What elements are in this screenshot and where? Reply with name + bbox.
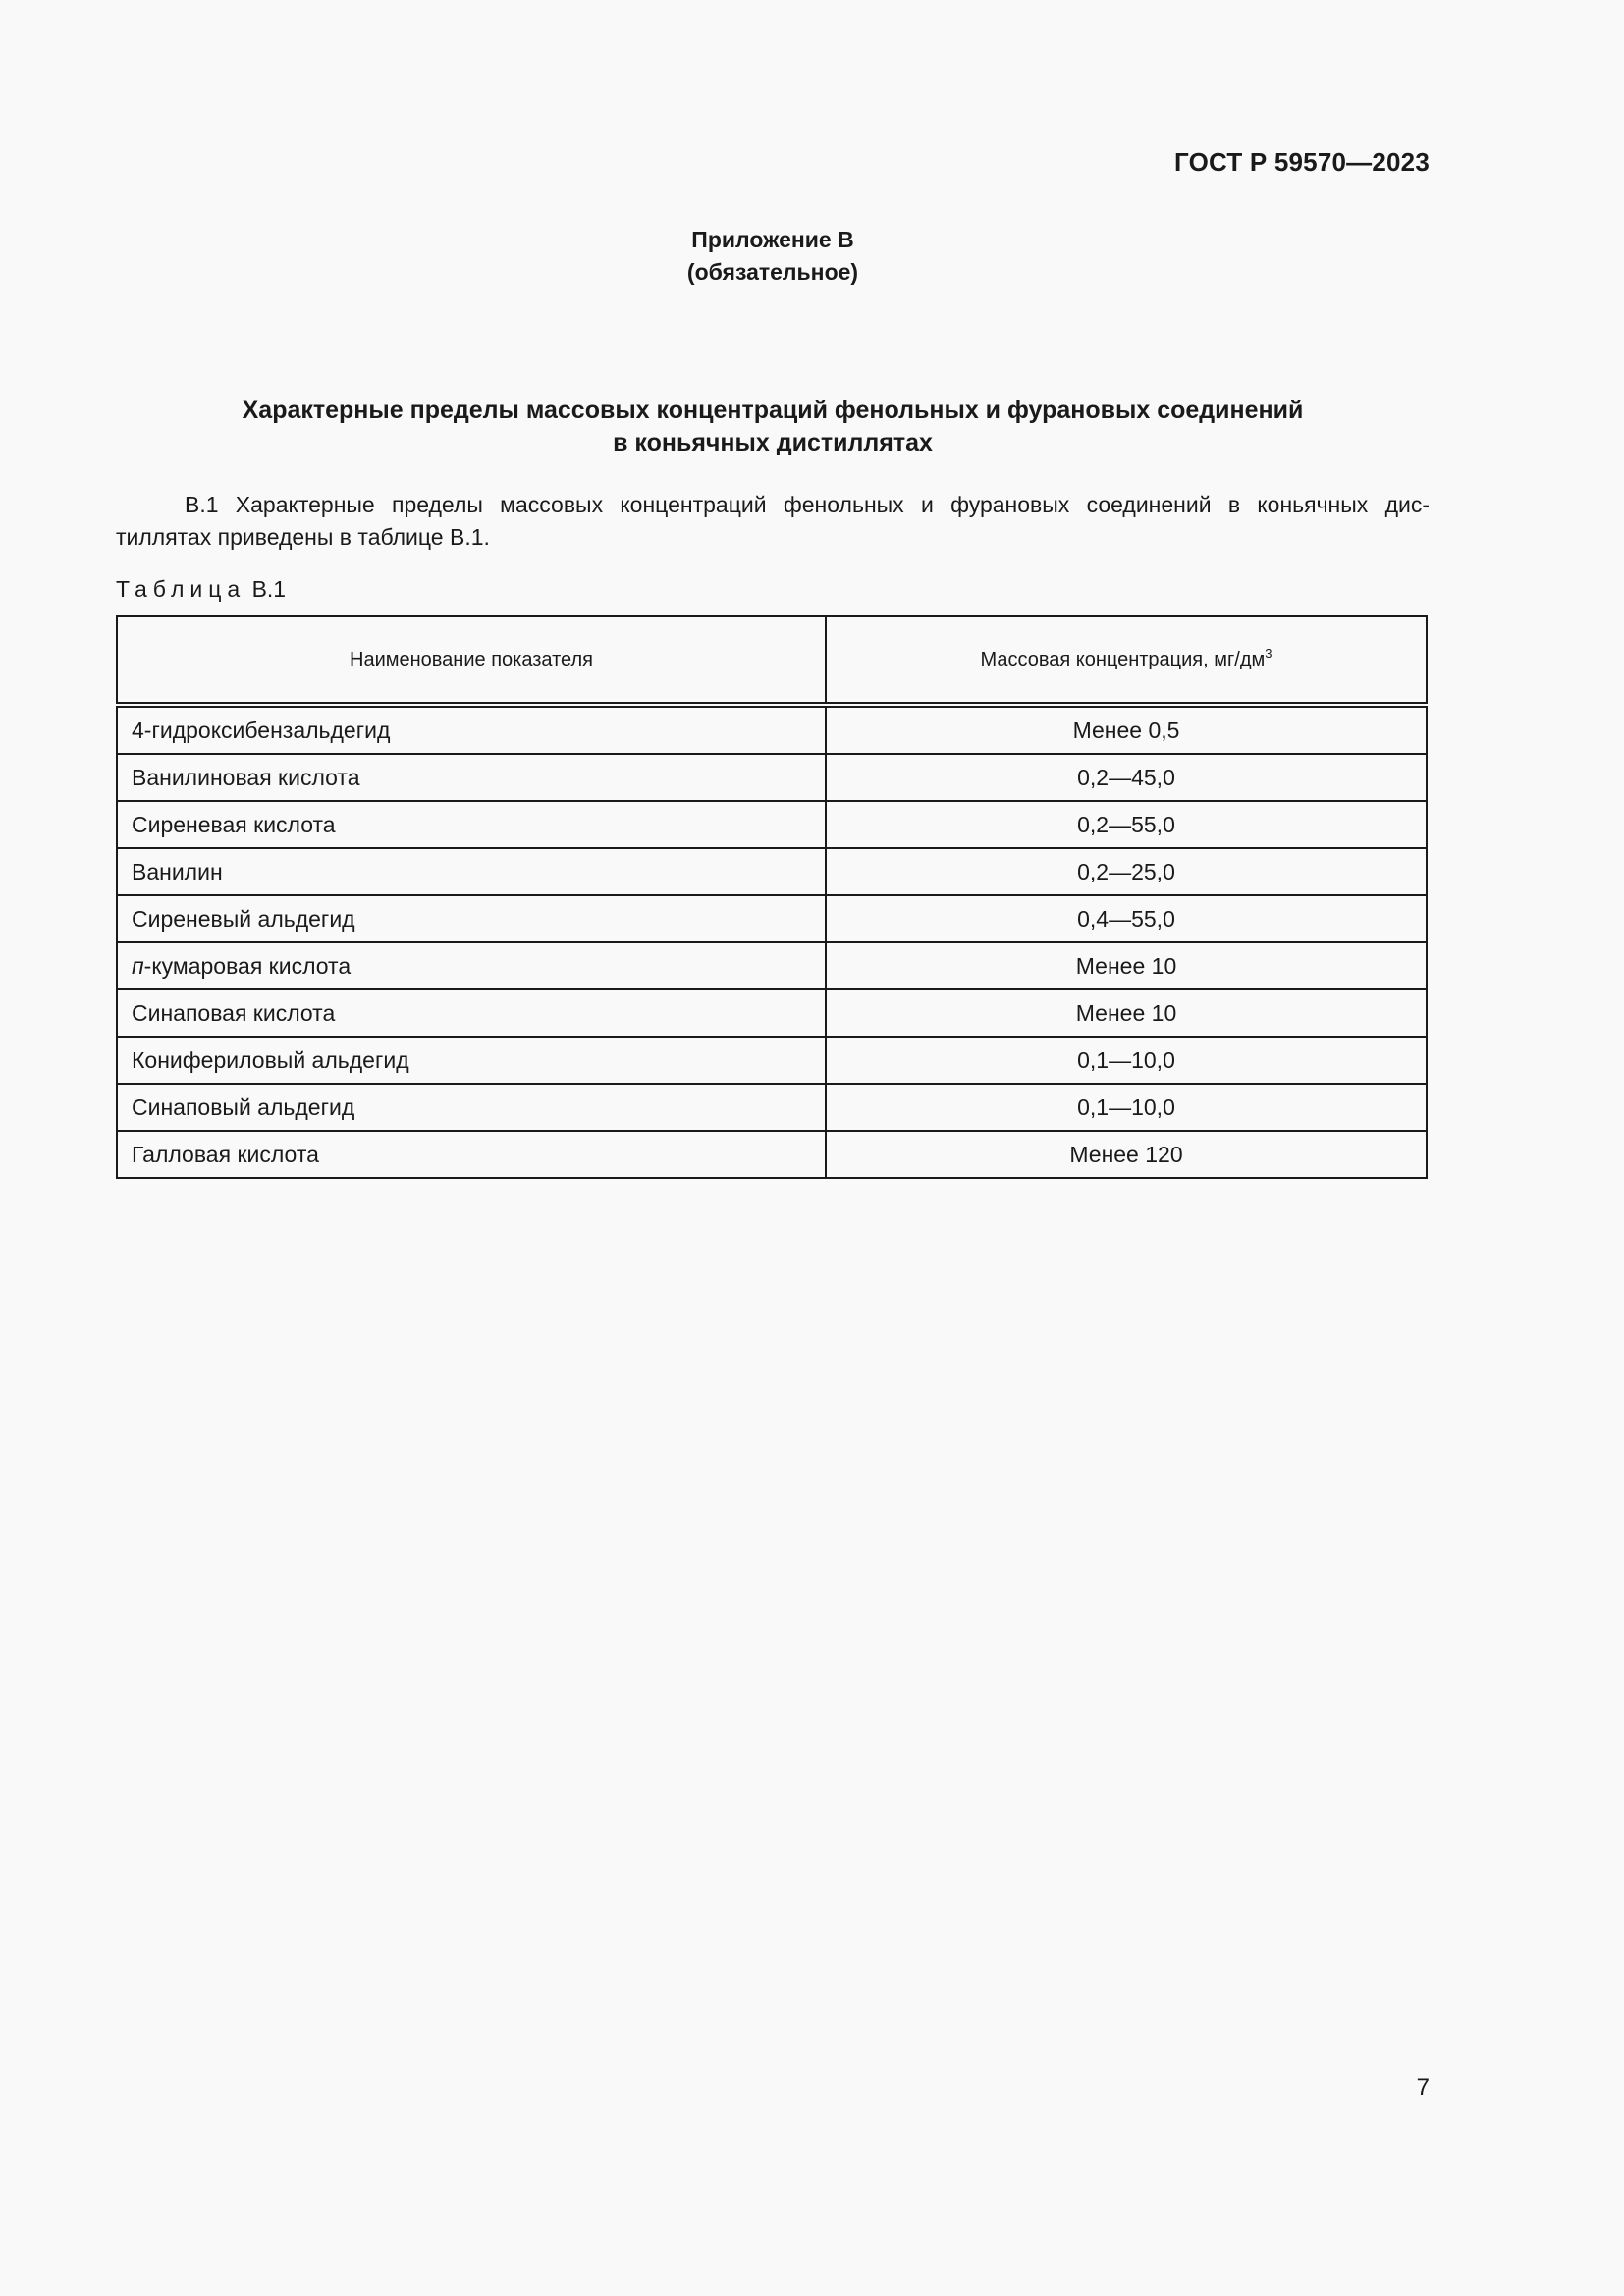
concentration-value: 0,4—55,0 — [826, 895, 1427, 942]
page-number: 7 — [1416, 2074, 1430, 2101]
concentration-table — [116, 615, 1428, 1179]
indicator-name: Сиреневая кислота — [117, 801, 826, 848]
table-header-row — [117, 616, 1427, 705]
table-row — [117, 1084, 1427, 1131]
table-row — [117, 848, 1427, 895]
indicator-name: Конифериловый альдегид — [117, 1037, 826, 1084]
indicator-name: п-кумаровая кислота — [117, 942, 826, 989]
indicator-name: Сиреневый альдегид — [117, 895, 826, 942]
table-row — [117, 801, 1427, 848]
table-caption-number: В.1 — [251, 576, 287, 602]
paragraph-line-1: В.1 Характерные пределы массовых концентраций фенольных и фурановых соединений в коньячных дис- — [185, 492, 1430, 517]
table-row — [117, 1037, 1427, 1084]
indicator-name: Синаповый альдегид — [117, 1084, 826, 1131]
concentration-value: 0,2—45,0 — [826, 754, 1427, 801]
table-row — [117, 754, 1427, 801]
concentration-value: Менее 10 — [826, 942, 1427, 989]
table-row — [117, 1131, 1427, 1178]
indicator-name: Галловая кислота — [117, 1131, 826, 1178]
concentration-value: 0,1—10,0 — [826, 1037, 1427, 1084]
section-title-line-2: в коньячных дистиллятах — [613, 429, 933, 456]
concentration-value: 0,1—10,0 — [826, 1084, 1427, 1131]
table-caption-word: Таблица — [116, 576, 246, 602]
table-caption — [116, 573, 286, 606]
concentration-value: Менее 0,5 — [826, 705, 1427, 754]
indicator-name: Синаповая кислота — [117, 989, 826, 1037]
appendix-status: (обязательное) — [686, 259, 859, 285]
concentration-value: 0,2—25,0 — [826, 848, 1427, 895]
paragraph-line-2: тиллятах приведены в таблице В.1. — [116, 524, 490, 550]
section-title — [0, 395, 1545, 459]
indicator-name: Ванилин — [117, 848, 826, 895]
column-header-name: Наименование показателя — [117, 616, 826, 705]
italic-prefix: п — [132, 952, 144, 979]
concentration-value: 0,2—55,0 — [826, 801, 1427, 848]
concentration-value: Менее 120 — [826, 1131, 1427, 1178]
concentration-value: Менее 10 — [826, 989, 1427, 1037]
indicator-name: 4-гидроксибензальдегид — [117, 705, 826, 754]
appendix-title: Приложение В — [691, 227, 854, 252]
appendix-heading — [0, 224, 1545, 289]
superscript-3: 3 — [1265, 645, 1272, 661]
section-title-line-1: Характерные пределы массовых концентраций фенольных и фурановых соединений — [242, 397, 1304, 424]
indicator-name: Ванилиновая кислота — [117, 754, 826, 801]
column-header-value: Массовая концентрация, $мг/дм^3$ — [826, 616, 1427, 705]
table-row — [117, 705, 1427, 754]
document-code: ГОСТ Р 59570—2023 — [1174, 147, 1430, 177]
table-row — [117, 895, 1427, 942]
table-row — [117, 989, 1427, 1037]
table-row — [117, 942, 1427, 989]
body-paragraph — [116, 489, 1430, 554]
